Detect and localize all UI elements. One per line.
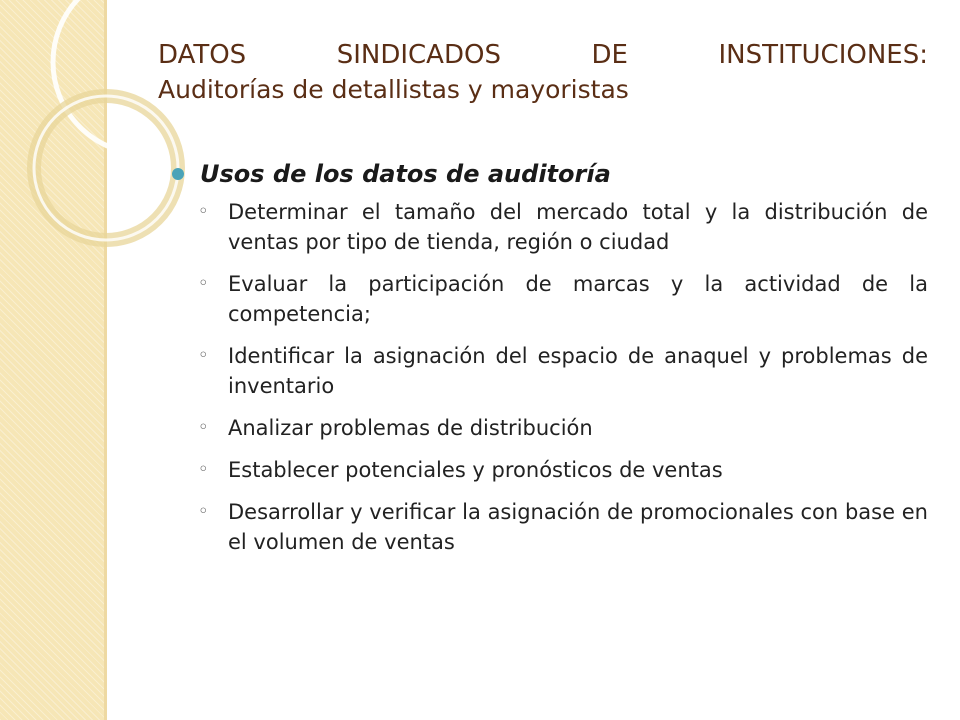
sidebar-edge-line: [104, 0, 107, 720]
sub-bullet-item: [180, 269, 928, 329]
sub-bullet-text: Evaluar la participación de marcas y la actividad de la competencia;: [228, 272, 928, 326]
decorative-sidebar: [0, 0, 104, 720]
sub-bullet-item: [180, 341, 928, 401]
hollow-bullet-icon: ◦: [198, 459, 209, 480]
sub-bullet-text: Determinar el tamaño del mercado total y la distribución de ventas por tipo de tienda, región o ciudad: [228, 200, 928, 254]
main-bullet-text: Usos de los datos de auditoría: [200, 160, 611, 188]
hollow-bullet-icon: ◦: [198, 501, 209, 522]
sub-bullet-item: [180, 197, 928, 257]
sub-bullet-item: [180, 413, 928, 443]
slide-content: [180, 157, 928, 569]
bullet-dot-icon: [172, 168, 184, 180]
slide-title: [158, 38, 928, 107]
main-bullet: [180, 157, 928, 191]
hollow-bullet-icon: ◦: [198, 345, 209, 366]
title-heading: DATOS SINDICADOS DE INSTITUCIONES:: [158, 40, 928, 70]
hollow-bullet-icon: ◦: [198, 273, 209, 294]
sub-bullet-text: Analizar problemas de distribución: [228, 416, 593, 440]
hollow-bullet-icon: ◦: [198, 417, 209, 438]
sub-bullet-item: [180, 497, 928, 557]
sub-bullet-item: [180, 455, 928, 485]
title-subtitle: Auditorías de detallistas y mayoristas: [158, 75, 629, 104]
sub-bullet-text: Desarrollar y verificar la asignación de promocionales con base en el volumen de ventas: [228, 500, 928, 554]
sub-bullet-list: [180, 197, 928, 557]
sub-bullet-text: Identificar la asignación del espacio de anaquel y problemas de inventario: [228, 344, 928, 398]
hollow-bullet-icon: ◦: [198, 201, 209, 222]
sub-bullet-text: Establecer potenciales y pronósticos de ventas: [228, 458, 723, 482]
